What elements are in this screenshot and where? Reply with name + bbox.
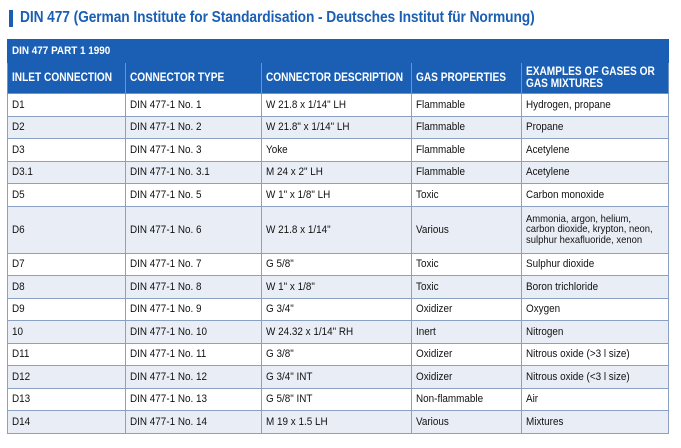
connector-description-cell: M 19 x 1.5 LH (262, 411, 412, 434)
connector-description-cell: G 3/4" INT (262, 366, 412, 389)
inlet-cell: D9 (8, 298, 126, 321)
header-inlet-connection: INLET CONNECTION (8, 63, 126, 94)
examples-cell: Carbon monoxide (522, 184, 669, 207)
inlet-cell: 10 (8, 321, 126, 344)
examples-cell: Nitrogen (522, 321, 669, 344)
examples-cell: Oxygen (522, 298, 669, 321)
connector-description-cell: W 21.8 x 1/14" LH (262, 94, 412, 117)
header-gas-properties: GAS PROPERTIES (412, 63, 522, 94)
connector-type-cell: DIN 477-1 No. 14 (126, 411, 262, 434)
gas-properties-cell: Oxidizer (412, 298, 522, 321)
page-heading (9, 6, 674, 30)
gas-properties-cell: Inert (412, 321, 522, 344)
connector-type-cell: DIN 477-1 No. 1 (126, 94, 262, 117)
table-row (8, 139, 669, 162)
inlet-cell: D3.1 (8, 161, 126, 184)
connector-type-cell: DIN 477-1 No. 5 (126, 184, 262, 207)
connector-description-cell: M 24 x 2" LH (262, 161, 412, 184)
table-row (8, 116, 669, 139)
connector-description-cell: G 3/8" (262, 343, 412, 366)
connector-description-cell: G 5/8" (262, 253, 412, 276)
connector-type-cell: DIN 477-1 No. 3.1 (126, 161, 262, 184)
table-row (8, 298, 669, 321)
inlet-cell: D1 (8, 94, 126, 117)
connector-type-cell: DIN 477-1 No. 12 (126, 366, 262, 389)
part-title: DIN 477 PART 1 1990 (8, 40, 669, 63)
header-connector-type: CONNECTOR TYPE (126, 63, 262, 94)
inlet-cell: D12 (8, 366, 126, 389)
gas-properties-cell: Various (412, 206, 522, 253)
table-row (8, 94, 669, 117)
din-477-table (7, 39, 669, 434)
connector-type-cell: DIN 477-1 No. 8 (126, 276, 262, 299)
gas-properties-cell: Flammable (412, 116, 522, 139)
table-row (8, 184, 669, 207)
gas-properties-cell: Oxidizer (412, 366, 522, 389)
connector-type-cell: DIN 477-1 No. 7 (126, 253, 262, 276)
gas-properties-cell: Flammable (412, 139, 522, 162)
connector-type-cell: DIN 477-1 No. 10 (126, 321, 262, 344)
inlet-cell: D7 (8, 253, 126, 276)
examples-cell: Acetylene (522, 161, 669, 184)
examples-cell: Nitrous oxide (>3 l size) (522, 343, 669, 366)
examples-cell: Mixtures (522, 411, 669, 434)
inlet-cell: D6 (8, 206, 126, 253)
examples-cell: Nitrous oxide (<3 l size) (522, 366, 669, 389)
table-row (8, 161, 669, 184)
heading-accent-bar (9, 10, 13, 27)
examples-cell: Ammonia, argon, helium, carbon dioxide, krypton, neon, sulphur hexafluoride, xenon (522, 206, 669, 253)
examples-cell: Hydrogen, propane (522, 94, 669, 117)
inlet-cell: D2 (8, 116, 126, 139)
connector-type-cell: DIN 477-1 No. 3 (126, 139, 262, 162)
gas-properties-cell: Flammable (412, 94, 522, 117)
examples-cell: Propane (522, 116, 669, 139)
inlet-cell: D14 (8, 411, 126, 434)
gas-properties-cell: Various (412, 411, 522, 434)
connector-description-cell: G 3/4" (262, 298, 412, 321)
connector-description-cell: W 21.8 x 1/14" (262, 206, 412, 253)
table-row (8, 276, 669, 299)
connector-description-cell: W 1" x 1/8" LH (262, 184, 412, 207)
connector-description-cell: Yoke (262, 139, 412, 162)
gas-properties-cell: Non-flammable (412, 388, 522, 411)
header-connector-description: CONNECTOR DESCRIPTION (262, 63, 412, 94)
connector-type-cell: DIN 477-1 No. 6 (126, 206, 262, 253)
connector-type-cell: DIN 477-1 No. 9 (126, 298, 262, 321)
examples-cell: Air (522, 388, 669, 411)
connector-description-cell: W 24.32 x 1/14" RH (262, 321, 412, 344)
examples-cell: Acetylene (522, 139, 669, 162)
examples-cell: Boron trichloride (522, 276, 669, 299)
connector-description-cell: W 21.8" x 1/14" LH (262, 116, 412, 139)
inlet-cell: D8 (8, 276, 126, 299)
table-row (8, 321, 669, 344)
page-title: DIN 477 (German Institute for Standardisation - Deutsches Institut für Normung) (20, 9, 535, 26)
table-row (8, 343, 669, 366)
connector-type-cell: DIN 477-1 No. 11 (126, 343, 262, 366)
gas-properties-cell: Toxic (412, 276, 522, 299)
column-header-row (8, 63, 669, 94)
table-row (8, 253, 669, 276)
connector-description-cell: W 1" x 1/8" (262, 276, 412, 299)
connector-type-cell: DIN 477-1 No. 13 (126, 388, 262, 411)
table-row (8, 388, 669, 411)
gas-properties-cell: Toxic (412, 184, 522, 207)
inlet-cell: D13 (8, 388, 126, 411)
connector-description-cell: G 5/8" INT (262, 388, 412, 411)
gas-properties-cell: Flammable (412, 161, 522, 184)
inlet-cell: D3 (8, 139, 126, 162)
inlet-cell: D11 (8, 343, 126, 366)
table-row (8, 366, 669, 389)
part-title-row (8, 40, 669, 63)
examples-cell: Sulphur dioxide (522, 253, 669, 276)
connector-type-cell: DIN 477-1 No. 2 (126, 116, 262, 139)
gas-properties-cell: Oxidizer (412, 343, 522, 366)
gas-properties-cell: Toxic (412, 253, 522, 276)
table-row (8, 206, 669, 253)
inlet-cell: D5 (8, 184, 126, 207)
header-examples: EXAMPLES OF GASES OR GAS MIXTURES (522, 63, 669, 94)
table-row (8, 411, 669, 434)
